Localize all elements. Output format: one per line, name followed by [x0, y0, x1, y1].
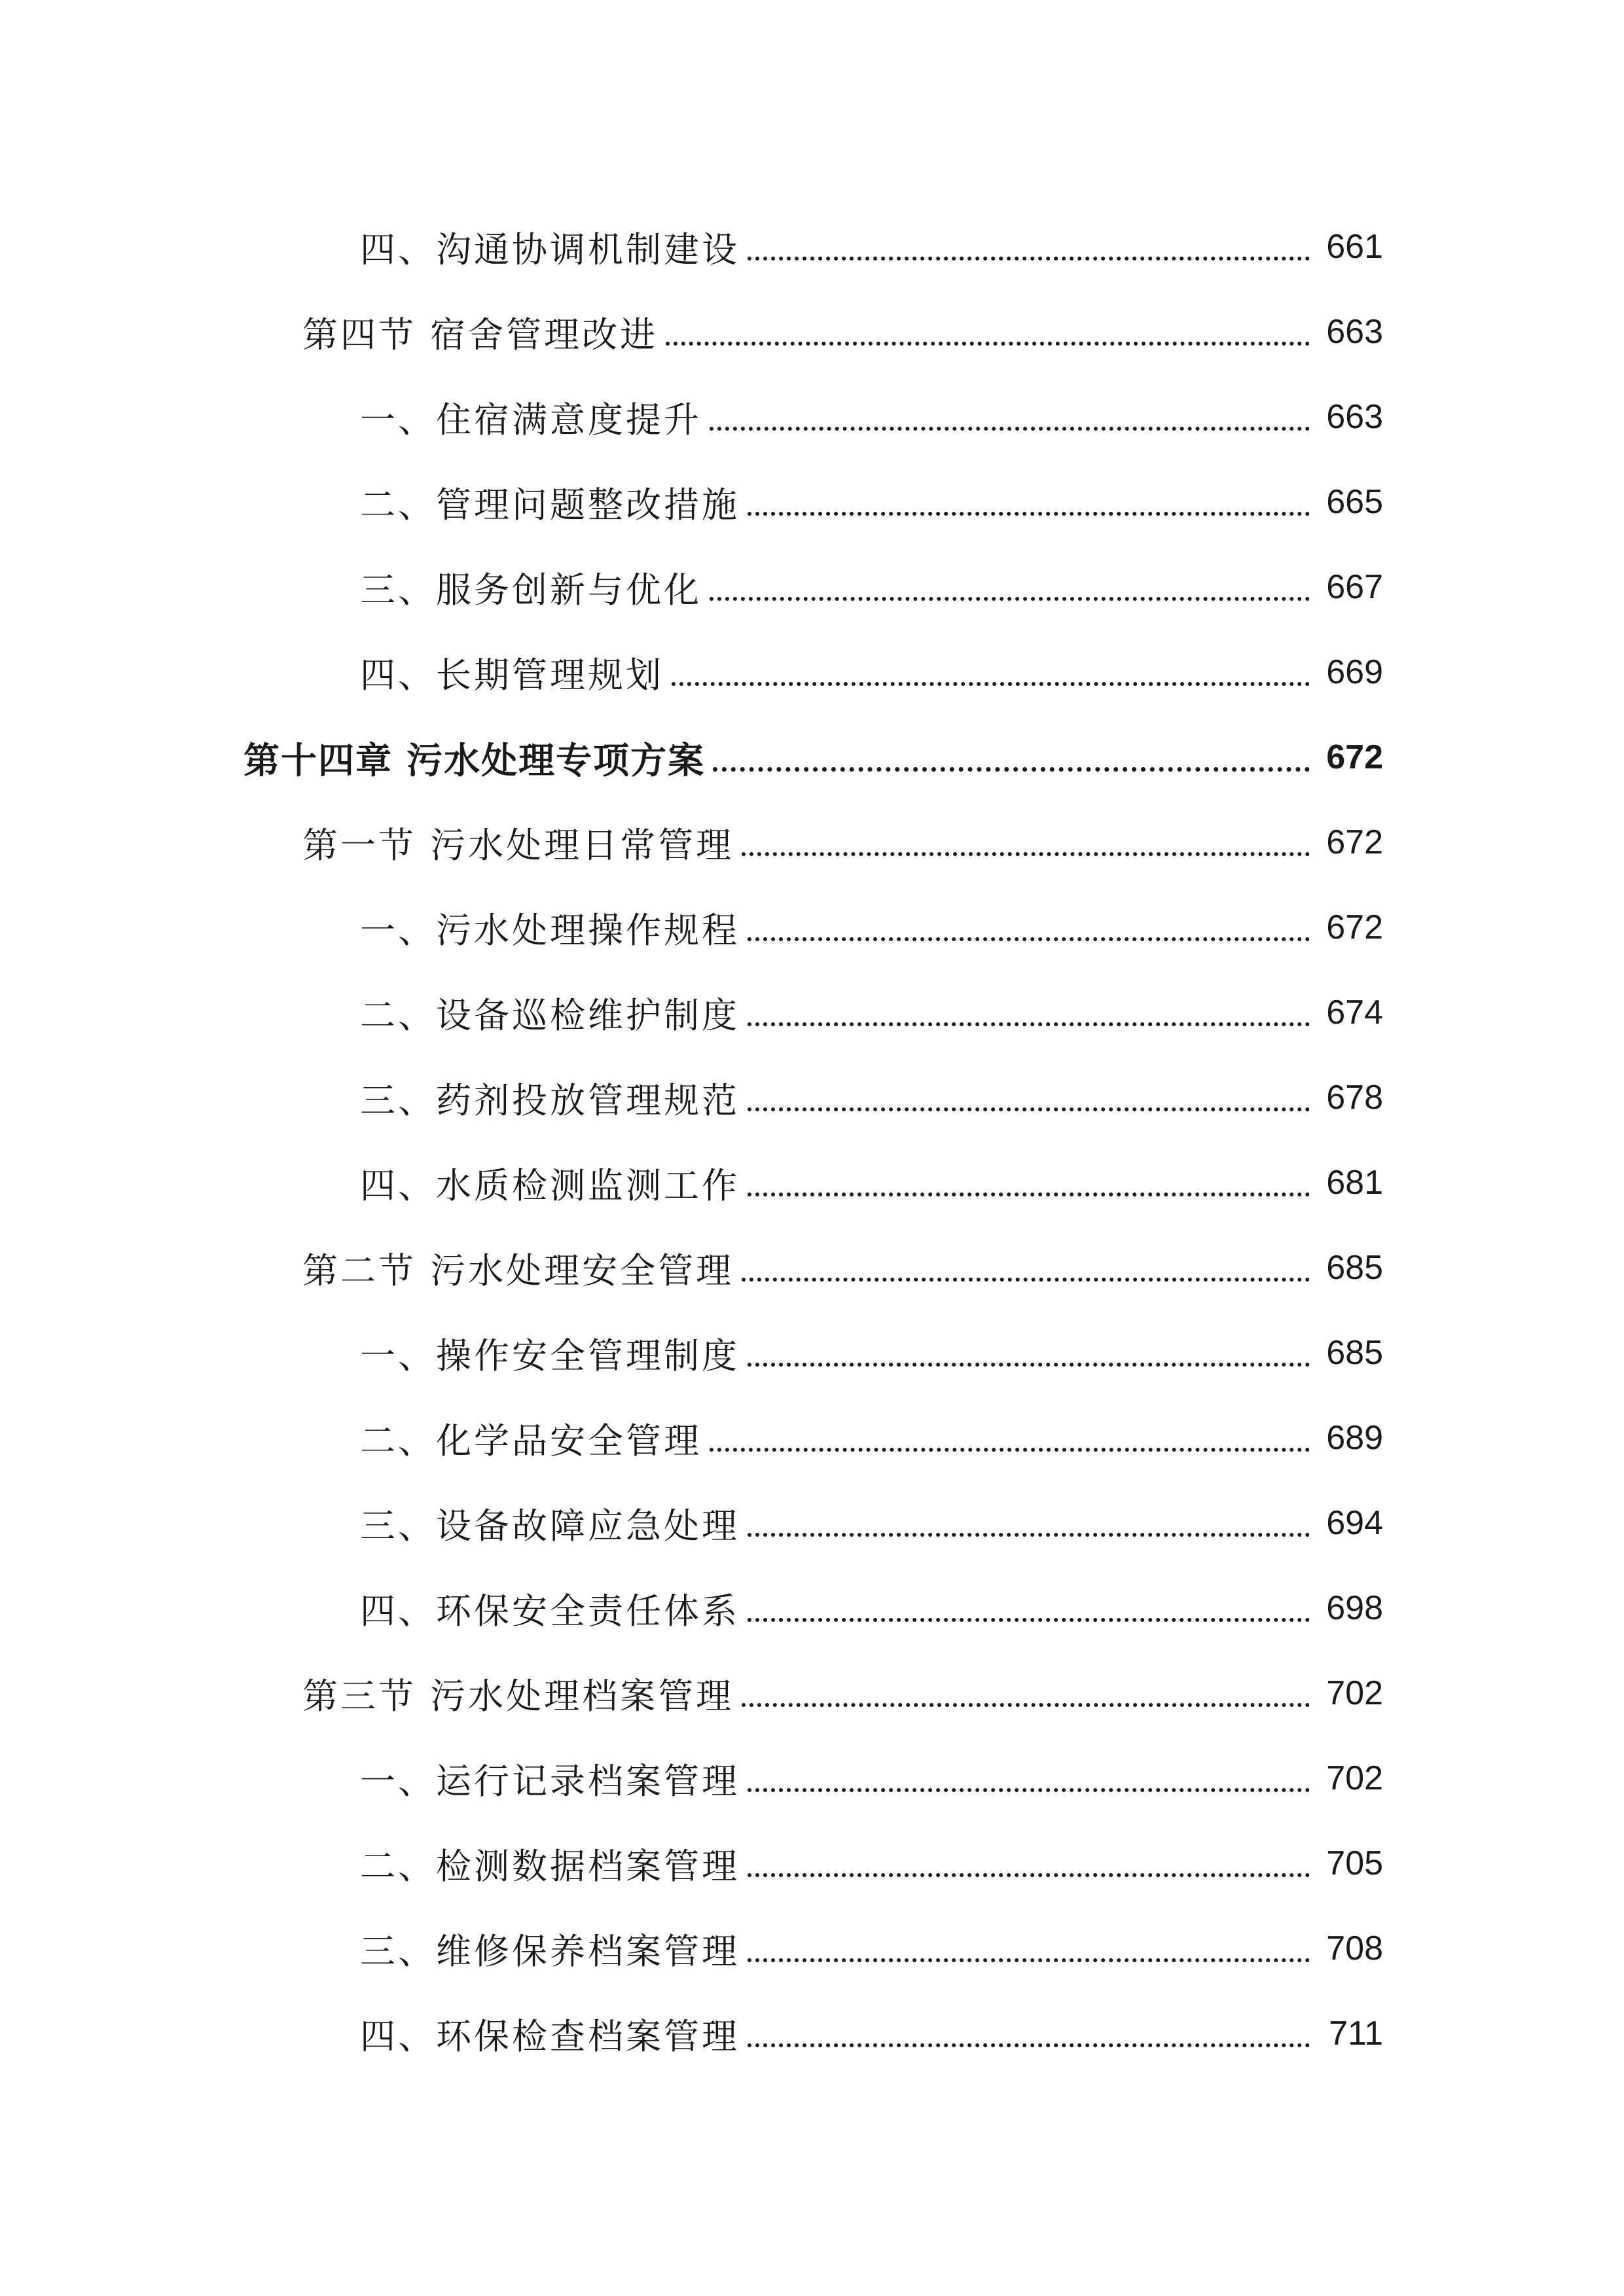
toc-entry-title: 第十四章 污水处理专项方案: [244, 739, 706, 781]
toc-entry-title: 二、化学品安全管理: [360, 1420, 702, 1462]
toc-entry-title: 四、环保检查档案管理: [360, 2015, 740, 2057]
dot-leader: [710, 427, 1310, 431]
dot-leader: [748, 1618, 1310, 1622]
toc-entry-title: 三、药剂投放管理规范: [360, 1079, 740, 1121]
toc-entry-page: 669: [1326, 653, 1383, 691]
toc-entry[interactable]: [0, 1480, 1624, 1566]
dot-leader: [672, 682, 1310, 686]
dot-leader: [748, 937, 1310, 941]
toc-entry[interactable]: [0, 1566, 1624, 1651]
dot-leader: [748, 1193, 1310, 1196]
toc-entry-title: 第三节 污水处理档案管理: [302, 1675, 734, 1717]
dot-leader: [742, 852, 1310, 856]
toc-entry-page: 672: [1326, 738, 1383, 776]
dot-leader: [713, 767, 1310, 772]
toc-entry-page: 705: [1326, 1844, 1383, 1882]
toc-entry[interactable]: [0, 1991, 1624, 2076]
toc-entry-title: 三、设备故障应急处理: [360, 1505, 740, 1547]
toc-entry[interactable]: [0, 459, 1624, 545]
dot-leader: [748, 512, 1310, 516]
toc-entry-title: 一、污水处理操作规程: [360, 909, 740, 951]
toc-entry-page: 678: [1326, 1079, 1383, 1117]
toc-entry[interactable]: [0, 1821, 1624, 1906]
toc-entry-page: 702: [1326, 1674, 1383, 1712]
dot-leader: [710, 597, 1310, 601]
dot-leader: [748, 1107, 1310, 1111]
toc-entry-page: 663: [1326, 398, 1383, 436]
dot-leader: [710, 1448, 1310, 1452]
dot-leader: [748, 2043, 1310, 2047]
toc-entry-page: 674: [1326, 994, 1383, 1031]
toc-entry-page: 663: [1326, 313, 1383, 351]
toc-entry[interactable]: [0, 1140, 1624, 1225]
toc-entry[interactable]: [0, 374, 1624, 459]
toc-entry-page: 665: [1326, 483, 1383, 521]
toc-entry-title: 第二节 污水处理安全管理: [302, 1249, 734, 1291]
toc-entry[interactable]: [0, 545, 1624, 630]
toc-entry-title: 一、住宿满意度提升: [360, 399, 702, 440]
toc-entry-page: 694: [1326, 1504, 1383, 1542]
toc-entry-title: 第一节 污水处理日常管理: [302, 824, 734, 866]
dot-leader: [748, 1958, 1310, 1962]
dot-leader: [748, 1363, 1310, 1367]
toc-entry-title: 二、设备巡检维护制度: [360, 994, 740, 1036]
dot-leader: [748, 1022, 1310, 1026]
toc-entry-title: 三、服务创新与优化: [360, 569, 702, 611]
toc-entry-title: 二、管理问题整改措施: [360, 484, 740, 526]
toc-entry-page: 689: [1326, 1419, 1383, 1457]
toc-entry[interactable]: [0, 1906, 1624, 1991]
toc-entry-page: 672: [1326, 823, 1383, 861]
dot-leader: [748, 1533, 1310, 1537]
toc-entry-page: 711: [1329, 2015, 1383, 2053]
toc-entry-title: 第四节 宿舍管理改进: [302, 314, 659, 355]
toc-entry[interactable]: [0, 204, 1624, 289]
toc-entry-title: 四、环保安全责任体系: [360, 1590, 740, 1632]
toc-entry-page: 661: [1326, 228, 1383, 266]
toc-entry-page: 672: [1326, 908, 1383, 946]
toc-entry-title: 三、维修保养档案管理: [360, 1930, 740, 1972]
toc-entry[interactable]: [0, 1395, 1624, 1480]
toc-chapter-entry[interactable]: [0, 715, 1624, 800]
dot-leader: [742, 1278, 1310, 1282]
toc-entry-page: 708: [1326, 1929, 1383, 1967]
toc-entry[interactable]: [0, 970, 1624, 1055]
dot-leader: [748, 1788, 1310, 1792]
toc-entry[interactable]: [0, 1736, 1624, 1821]
toc-entry-page: 681: [1326, 1164, 1383, 1202]
toc-section-entry[interactable]: [0, 1225, 1624, 1310]
toc-entry-title: 四、水质检测监测工作: [360, 1164, 740, 1206]
toc-entry-title: 一、操作安全管理制度: [360, 1335, 740, 1376]
dot-leader: [742, 1703, 1310, 1707]
dot-leader: [748, 257, 1310, 260]
toc-entry-title: 四、沟通协调机制建设: [360, 228, 740, 270]
toc-section-entry[interactable]: [0, 800, 1624, 885]
toc-entry-page: 698: [1326, 1589, 1383, 1627]
toc-entry-page: 685: [1326, 1249, 1383, 1287]
toc-entry[interactable]: [0, 885, 1624, 970]
dot-leader: [666, 342, 1310, 346]
toc-entry-title: 一、运行记录档案管理: [360, 1760, 740, 1802]
toc-entry[interactable]: [0, 1310, 1624, 1395]
toc-entry-title: 二、检测数据档案管理: [360, 1845, 740, 1887]
toc-entry-page: 702: [1326, 1759, 1383, 1797]
toc-section-entry[interactable]: [0, 1651, 1624, 1736]
dot-leader: [748, 1873, 1310, 1877]
toc-entry-title: 四、长期管理规划: [360, 654, 664, 696]
toc-entry-page: 685: [1326, 1334, 1383, 1372]
toc-entry-page: 667: [1326, 568, 1383, 606]
toc-section-entry[interactable]: [0, 289, 1624, 374]
toc-entry[interactable]: [0, 630, 1624, 715]
table-of-contents: [0, 204, 1624, 2076]
toc-entry[interactable]: [0, 1055, 1624, 1140]
